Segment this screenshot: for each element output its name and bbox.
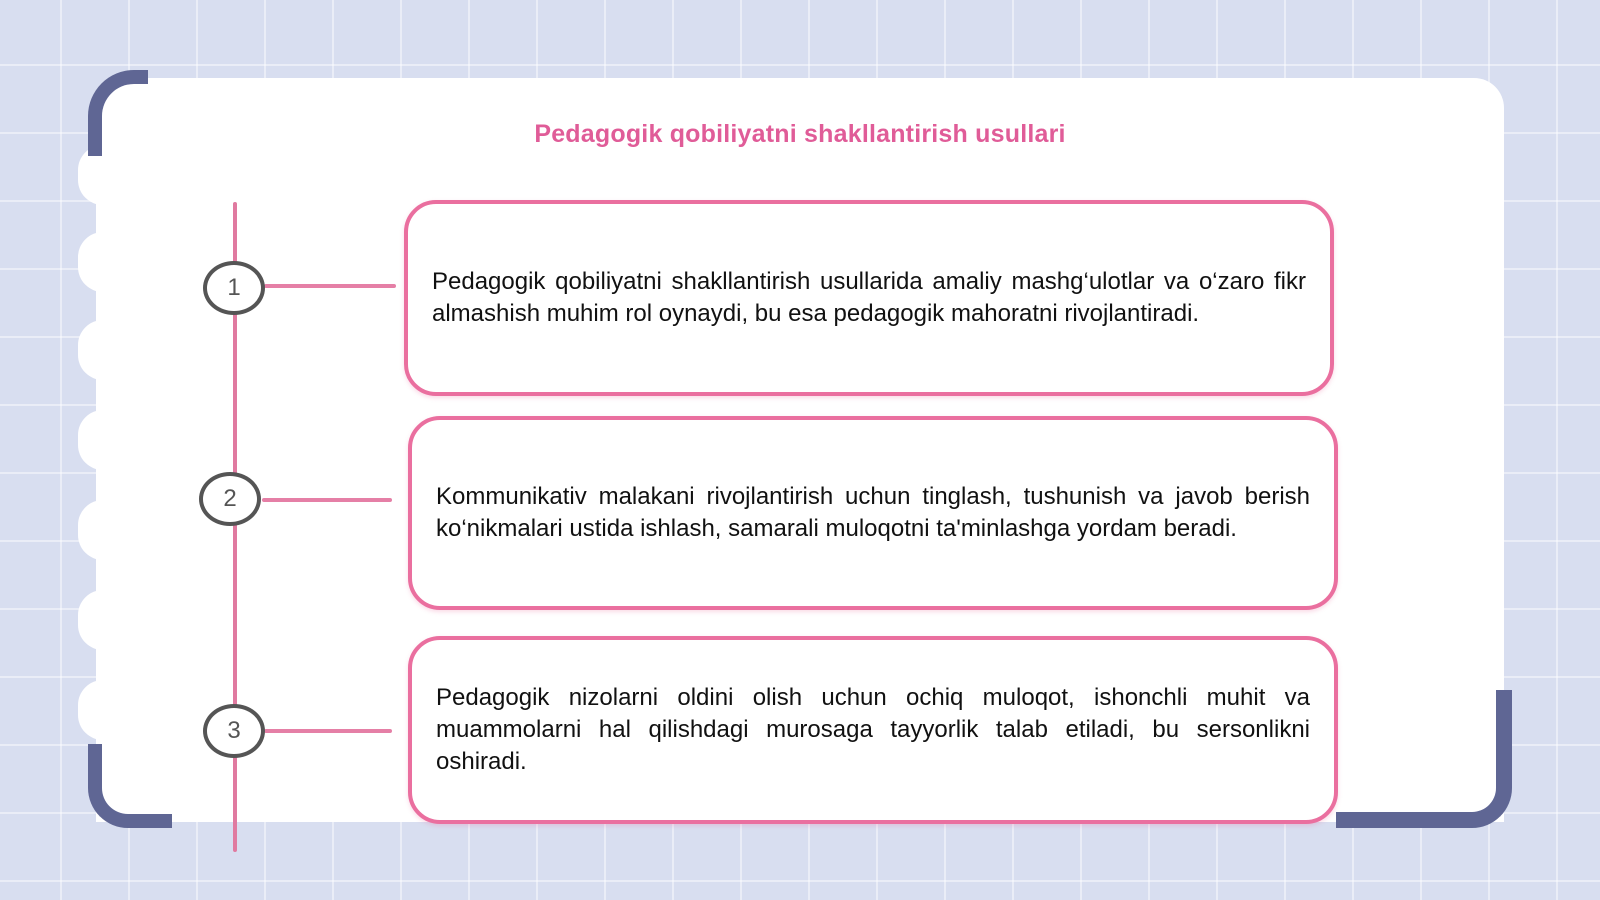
sheet-edge-bump <box>78 500 128 560</box>
frame-corner-bottom-left <box>88 744 172 828</box>
frame-corner-bottom-right <box>1336 690 1512 828</box>
step-2-connector <box>262 498 392 502</box>
step-2-number-badge <box>199 472 261 526</box>
step-1-text: Pedagogik qobiliyatni shakllantirish usullarida amaliy mashg‘ulotlar va o‘zaro fikr almashish muhim rol oynaydi, bu esa pedagogik mahoratni rivojlantiradi. <box>432 268 1306 327</box>
step-3-card <box>408 636 1338 824</box>
sheet-edge-bump <box>78 680 128 740</box>
step-3-connector <box>264 729 392 733</box>
step-3-number: 3 <box>227 717 241 744</box>
step-1-number-badge <box>203 261 265 315</box>
sheet-edge-bump <box>78 232 128 292</box>
step-2-text: Kommunikativ malakani rivojlantirish uchun tinglash, tushunish va javob berish ko‘nikmalari ustida ishlash, samarali muloqotni ta'minlashga yordam beradi. <box>436 483 1310 542</box>
step-3-text: Pedagogik nizolarni oldini olish uchun ochiq muloqot, ishonchli muhit va muammolarni hal qilishdagi murosaga tayyorlik talab etiladi, bu sersonlikni oshiradi. <box>436 684 1310 775</box>
frame-corner-top-left <box>88 70 148 156</box>
sheet-edge-bump <box>78 320 128 380</box>
sheet-edge-bump <box>78 590 128 650</box>
step-2-number: 2 <box>223 485 237 512</box>
step-1-connector <box>264 284 396 288</box>
step-3-number-badge <box>203 704 265 758</box>
sheet-edge-bump <box>78 410 128 470</box>
step-2-card <box>408 416 1338 610</box>
slide-title: Pedagogik qobiliyatni shakllantirish usullari <box>534 120 1066 148</box>
step-1-card <box>404 200 1334 396</box>
step-1-number: 1 <box>227 274 241 301</box>
